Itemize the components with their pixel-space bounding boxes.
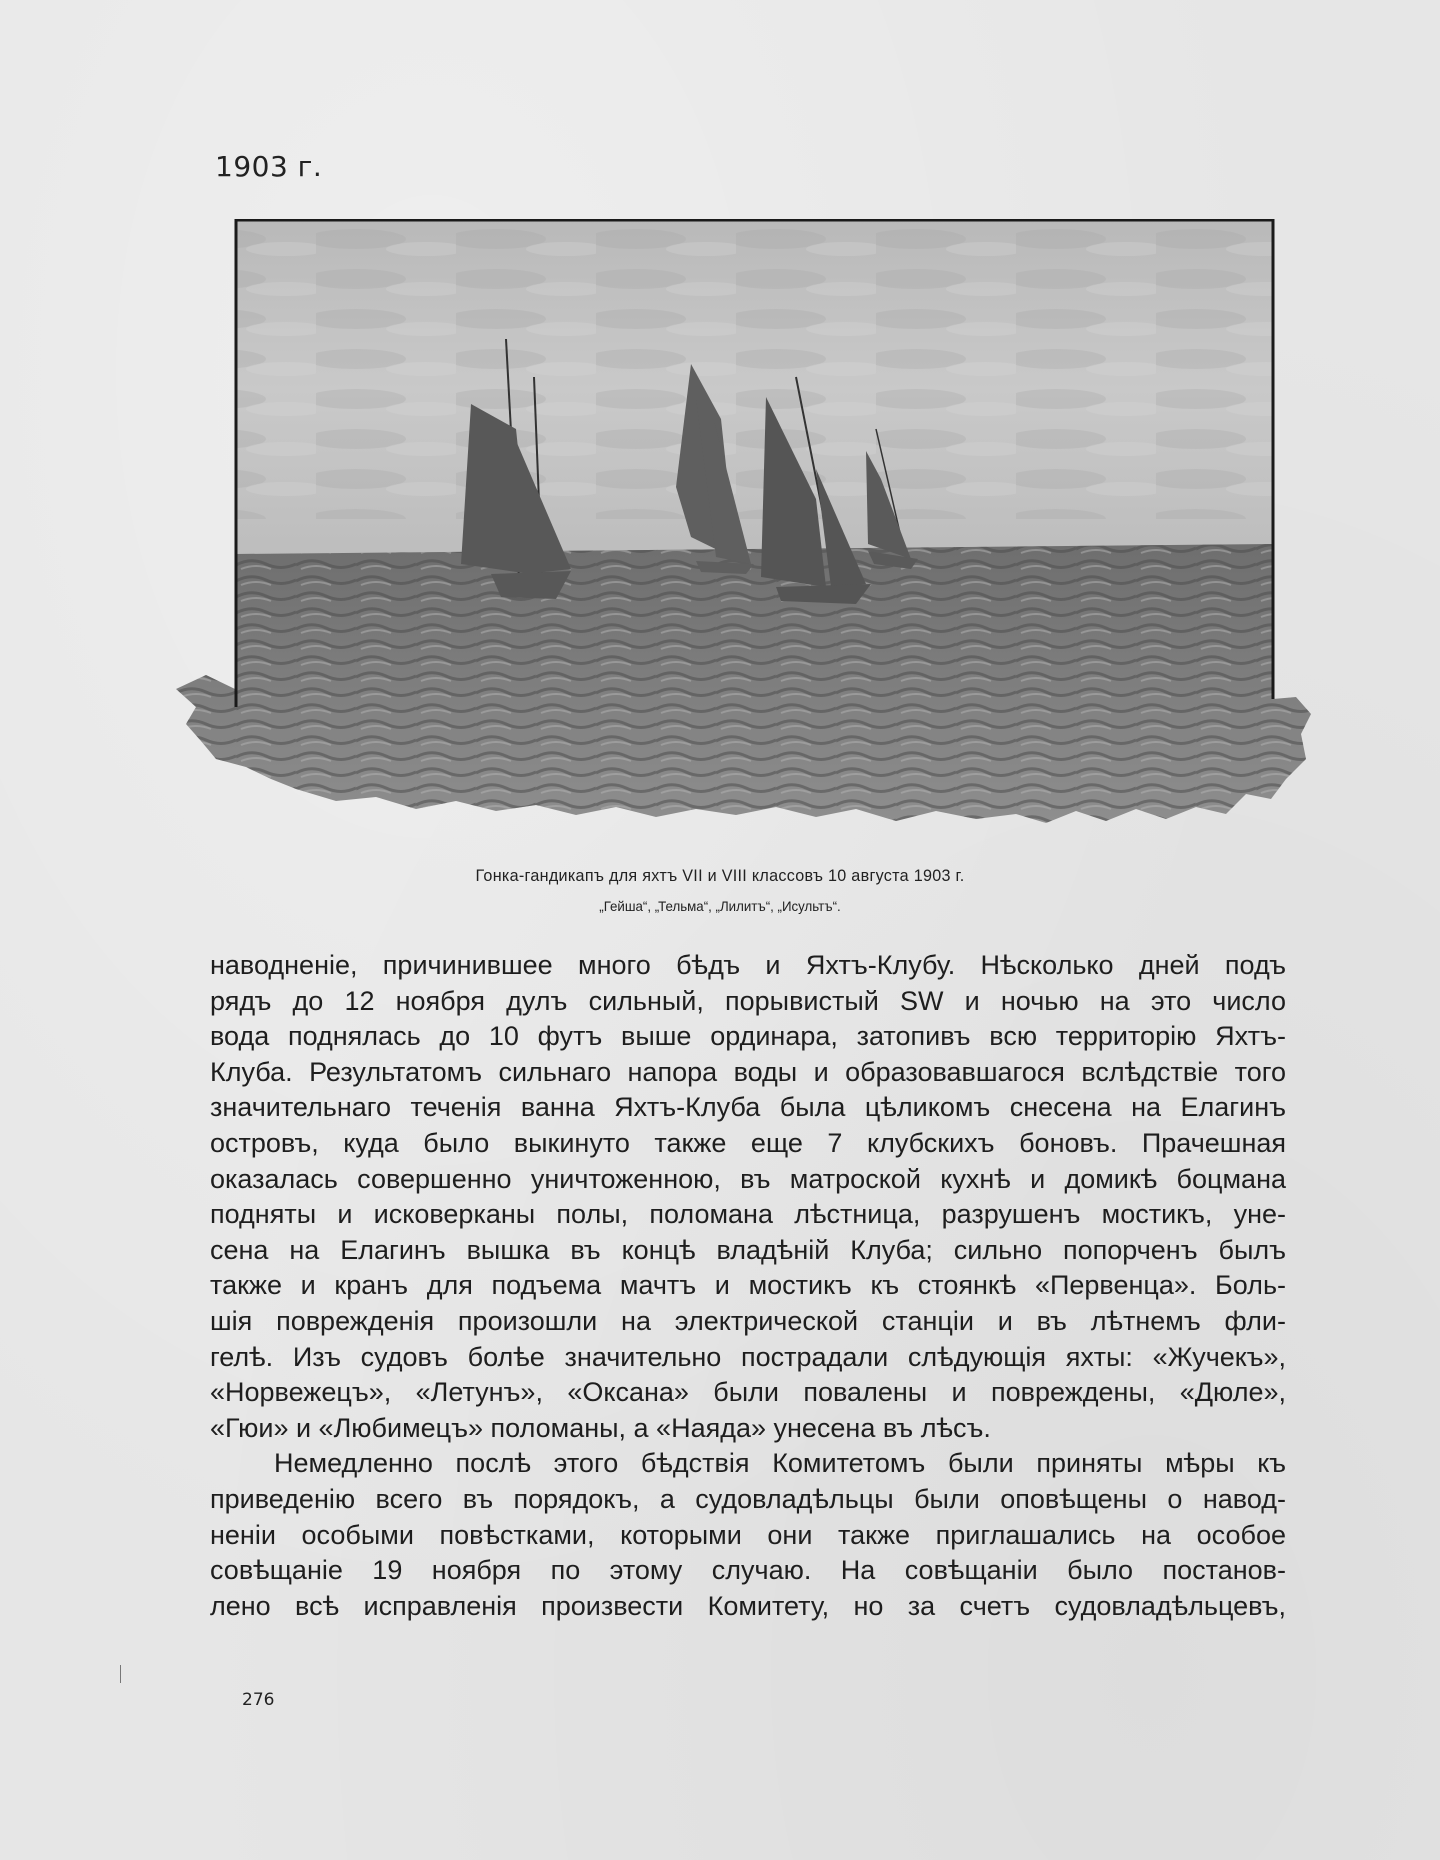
text-line: вода поднялась до 10 футъ выше ординара, затопивъ всю территорію Яхтъ- [210, 1021, 1286, 1052]
text-line: подняты и исковерканы полы, поломана лѣстница, разрушенъ мостикъ, уне- [210, 1199, 1286, 1230]
text-line: неніи особыми повѣстками, которыми они также приглашались на особое [210, 1519, 1286, 1550]
yacht-race-photograph [176, 219, 1316, 829]
text-line-paragraph-end: «Гюи» и «Любимецъ» поломаны, а «Наяда» унесена въ лѣсъ. [210, 1412, 991, 1443]
text-line: наводненіе, причинившее много бѣдъ и Яхтъ-Клубу. Нѣсколько дней подъ [210, 950, 1286, 980]
text-line: также и кранъ для подъема мачтъ и мостикъ къ стоянкѣ «Первенца». Боль- [210, 1270, 1286, 1301]
page-number: 276 [242, 1690, 275, 1710]
text-line: значительнаго теченія ванна Яхтъ-Клуба была цѣликомъ снесена на Елагинъ [210, 1092, 1286, 1123]
text-line-paragraph-start: Немедленно послѣ этого бѣдствія Комитетомъ были приняты мѣры къ [274, 1448, 1286, 1479]
text-line: оказалась совершенно уничтоженною, въ матроской кухнѣ и домикѣ боцмана [210, 1163, 1286, 1194]
text-line: приведенію всего въ порядокъ, а судовладѣльцы были оповѣщены о навод- [210, 1483, 1286, 1514]
text-line: лено всѣ исправленія произвести Комитету, но за счетъ судовладѣльцевъ, [210, 1590, 1286, 1621]
running-head-year: 1903 г. [215, 150, 323, 183]
body-text [210, 948, 1286, 1624]
text-line: рядъ до 12 ноября дулъ сильный, порывистый SW и ночью на это число [210, 985, 1286, 1016]
text-line: сена на Елагинъ вышка въ концѣ владѣній Клуба; сильно попорченъ былъ [210, 1234, 1286, 1265]
text-line: шія поврежденія произошли на электрической станціи и въ лѣтнемъ фли- [210, 1305, 1286, 1336]
text-line: островъ, куда было выкинуто также еще 7 клубскихъ боновъ. Прачешная [210, 1127, 1286, 1158]
figure-caption: Гонка-гандикапъ для яхтъ VII и VIII классовъ 10 августа 1903 г. [475, 866, 965, 885]
text-line: гелѣ. Изъ судовъ болѣе значительно пострадали слѣдующія яхты: «Жучекъ», [210, 1341, 1286, 1372]
print-blemish [120, 1665, 121, 1683]
text-line: совѣщаніе 19 ноября по этому случаю. На совѣщаніи было постанов- [210, 1555, 1286, 1586]
text-line: «Норвежецъ», «Летунъ», «Оксана» были повалены и повреждены, «Дюле», [210, 1377, 1286, 1408]
figure-subcaption-yacht-names: „Гейша“, „Тельма“, „Лилитъ“, „Исультъ“. [599, 898, 841, 914]
text-line: Клуба. Результатомъ сильнаго напора воды и образовавшагося вслѣдствіе того [210, 1056, 1286, 1087]
